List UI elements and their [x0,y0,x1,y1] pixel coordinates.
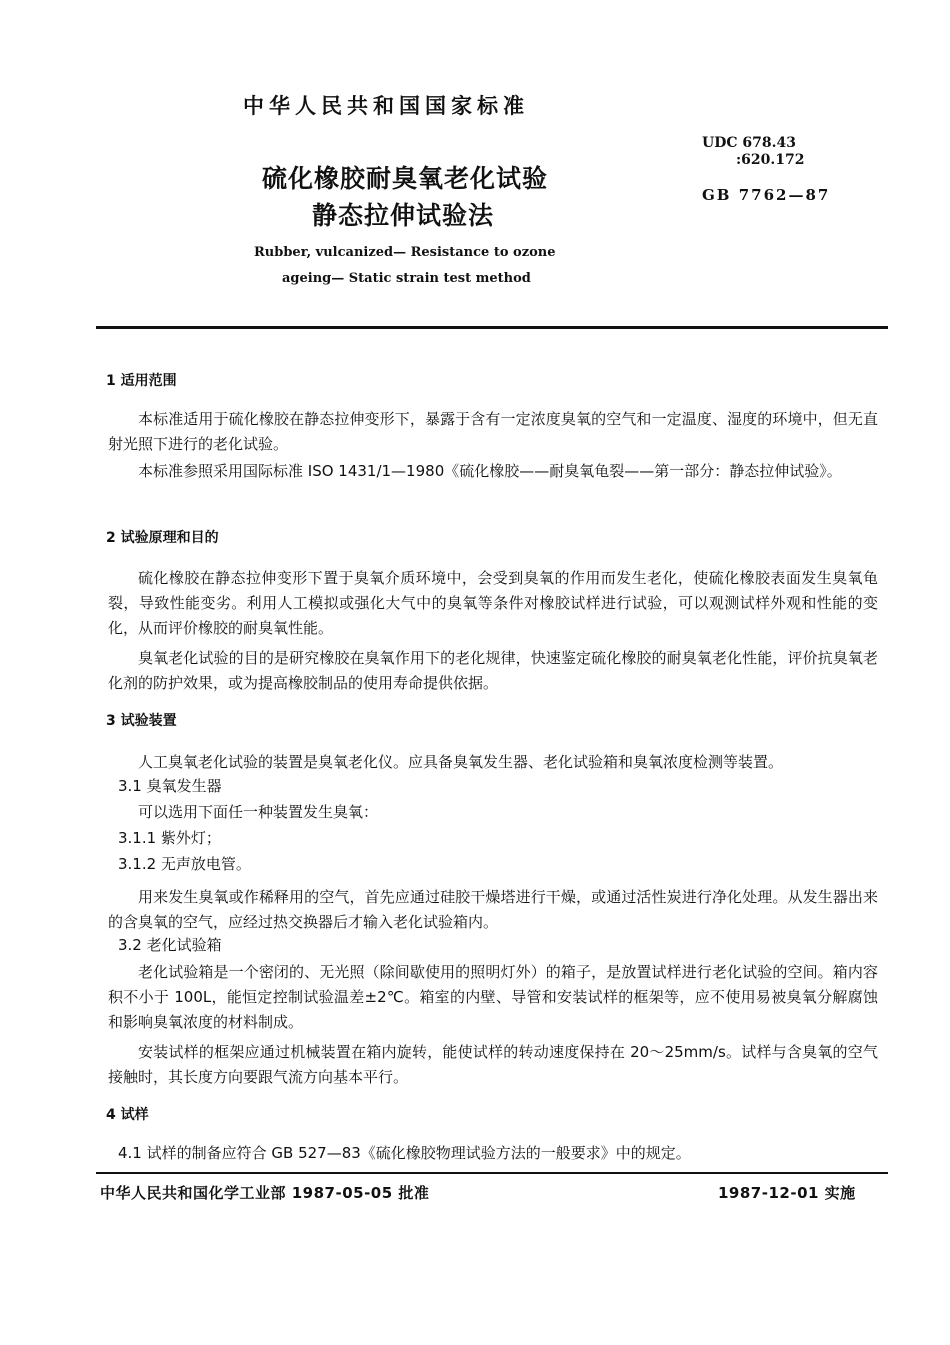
section-3-heading: 3 试验装置 [106,713,177,729]
document-title-zh-line1: 硫化橡胶耐臭氧老化试验 [262,164,549,193]
section-3-paragraph-1: 人工臭氧老化试验的装置是臭氧老化仪。应具备臭氧发生器、老化试验箱和臭氧浓度检测等装置。 [138,753,784,771]
section-4-heading: 4 试样 [106,1107,149,1123]
subsection-3-1-heading: 3.1 臭氧发生器 [118,777,222,795]
section-1-paragraph-2: 本标准参照采用国际标准 ISO 1431/1—1980《硫化橡胶——耐臭氧龟裂——第一部分：静态拉伸试验》。 [138,462,842,480]
footer-divider [96,1172,888,1174]
subsection-4-1: 4.1 试样的制备应符合 GB 527—83《硫化橡胶物理试验方法的一般要求》中的规定。 [118,1144,691,1162]
document-title-en-line2: ageing— Static strain test method [282,271,531,286]
section-2-paragraph-1: 硫化橡胶在静态拉伸变形下置于臭氧介质环境中，会受到臭氧的作用而发生老化，使硫化橡胶表面发生臭氧龟裂，导致性能变劣。利用人工模拟或强化大气中的臭氧等条件对橡胶试样进行试验，可以观测试样外观和性能的变化，从而评价橡胶的耐臭氧性能。 [108,569,878,637]
section-1-paragraph-1: 本标准适用于硫化橡胶在静态拉伸变形下，暴露于含有一定浓度臭氧的空气和一定温度、湿度的环境中，但无直射光照下进行的老化试验。 [108,410,878,453]
approval-note: 中华人民共和国化学工业部 1987-05-05 批准 [100,1184,430,1202]
subsection-3-1-text: 可以选用下面任一种装置发生臭氧： [138,803,379,821]
standard-header-title: 中华人民共和国国家标准 [243,94,529,118]
document-title-zh-line2: 静态拉伸试验法 [312,201,495,230]
udc-code-line1: UDC 678.43 [702,135,796,151]
subsection-3-2-heading: 3.2 老化试验箱 [118,936,222,954]
section-2-paragraph-2: 臭氧老化试验的目的是研究橡胶在臭氧作用下的老化规律，快速鉴定硫化橡胶的耐臭氧老化性能，评价抗臭氧老化剂的防护效果，或为提高橡胶制品的使用寿命提供依据。 [108,649,878,692]
header-divider [96,326,888,329]
udc-code-line2: :620.172 [736,152,805,168]
section-2-heading: 2 试验原理和目的 [106,530,219,546]
section-3-paragraph-3: 老化试验箱是一个密闭的、无光照（除间歇使用的照明灯外）的箱子，是放置试样进行老化试验的空间。箱内容积不小于 100L，能恒定控制试验温差±2℃。箱室的内壁、导管和安装试样的框架等，应不使用易被臭氧分解腐蚀和影响臭氧浓度的材料制成。 [108,963,878,1031]
subsection-3-1-1: 3.1.1 紫外灯； [118,829,221,847]
effective-date: 1987-12-01 实施 [718,1184,856,1202]
section-3-paragraph-2: 用来发生臭氧或作稀释用的空气，首先应通过硅胶干燥塔进行干燥，或通过活性炭进行净化处理。从发生器出来的含臭氧的空气，应经过热交换器后才输入老化试验箱内。 [108,888,878,931]
document-title-en-line1: Rubber, vulcanized— Resistance to ozone [254,245,556,260]
section-1-heading: 1 适用范围 [106,373,177,389]
section-3-paragraph-4: 安装试样的框架应通过机械装置在箱内旋转，能使试样的转动速度保持在 20～25mm/s。试样与含臭氧的空气接触时，其长度方向要跟气流方向基本平行。 [108,1043,878,1086]
subsection-3-1-2: 3.1.2 无声放电管。 [118,855,251,873]
gb-code: GB 7762—87 [702,186,831,204]
